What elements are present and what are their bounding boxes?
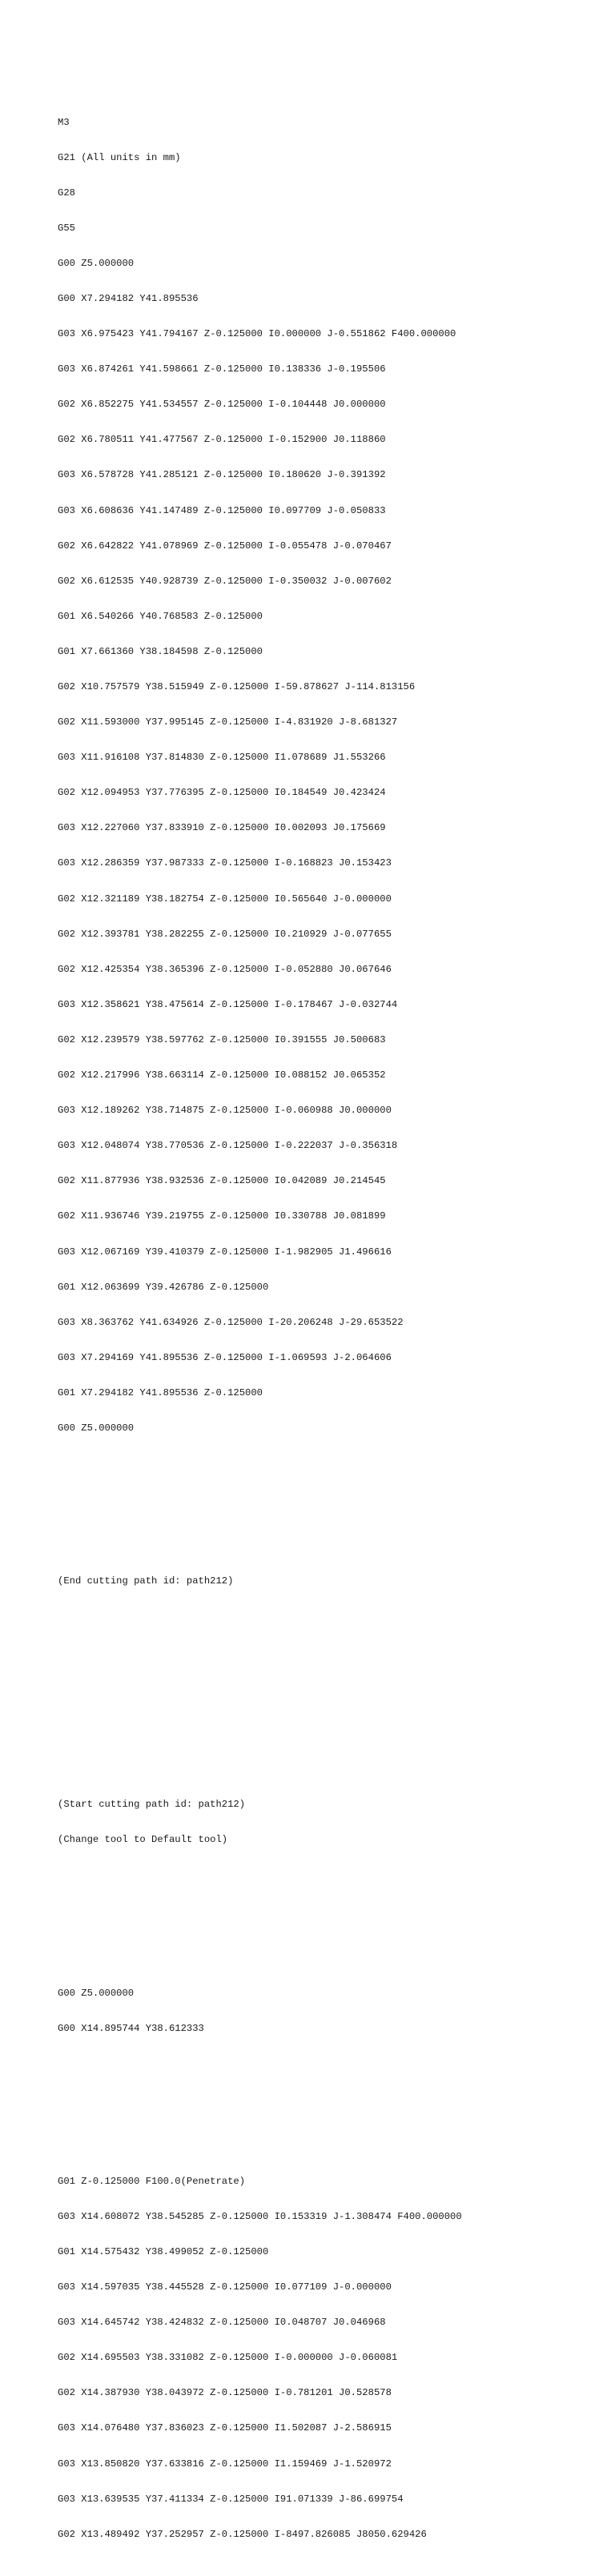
gcode-line: G02 X11.593000 Y37.995145 Z-0.125000 I-4.831920 J-8.681327 xyxy=(58,716,398,728)
gcode-line: G03 X12.286359 Y37.987333 Z-0.125000 I-0.168823 J0.153423 xyxy=(58,857,392,869)
blank-line xyxy=(58,1646,602,1658)
gcode-line: G00 X7.294182 Y41.895536 xyxy=(58,292,199,304)
gcode-line: G55 xyxy=(58,222,75,234)
gcode-line: G01 X7.661360 Y38.184598 Z-0.125000 xyxy=(58,645,263,657)
gcode-line: G00 X14.895744 Y38.612333 xyxy=(58,2022,204,2034)
gcode-line: G02 X13.489492 Y37.252957 Z-0.125000 I-8497.826085 J8050.629426 xyxy=(58,2528,427,2540)
gcode-line: G02 X14.387930 Y38.043972 Z-0.125000 I-0.781201 J0.528578 xyxy=(58,2387,392,2399)
gcode-line: G01 Z-0.125000 F100.0(Penetrate) xyxy=(58,2175,246,2187)
gcode-line: G03 X6.578728 Y41.285121 Z-0.125000 I0.180620 J-0.391392 xyxy=(58,469,386,481)
gcode-line: G02 X11.936746 Y39.219755 Z-0.125000 I0.330788 J0.081899 xyxy=(58,1210,386,1222)
gcode-line: G03 X7.294169 Y41.895536 Z-0.125000 I-1.069593 J-2.064606 xyxy=(58,1351,392,1363)
gcode-line: G03 X12.189262 Y38.714875 Z-0.125000 I-0.060988 J0.000000 xyxy=(58,1105,392,1117)
blank-line xyxy=(58,2093,602,2105)
gcode-line: G02 X6.780511 Y41.477567 Z-0.125000 I-0.152900 J0.118860 xyxy=(58,434,386,446)
gcode-line: G03 X6.874261 Y41.598661 Z-0.125000 I0.138336 J-0.195506 xyxy=(58,363,386,375)
blank-line xyxy=(58,1716,602,1728)
gcode-line: G02 X12.393781 Y38.282255 Z-0.125000 I0.210929 J-0.077655 xyxy=(58,928,392,940)
gcode-line: G01 X6.540266 Y40.768583 Z-0.125000 xyxy=(58,610,263,622)
gcode-line: G00 Z5.000000 xyxy=(58,1987,135,1999)
gcode-line: G02 X12.217996 Y38.663114 Z-0.125000 I0.088152 J0.065352 xyxy=(58,1069,386,1081)
gcode-line: G03 X13.850820 Y37.633816 Z-0.125000 I1.159469 J-1.520972 xyxy=(58,2458,392,2470)
gcode-comment-line: (Start cutting path id: path212) xyxy=(58,1799,246,1811)
gcode-line: G01 X7.294182 Y41.895536 Z-0.125000 xyxy=(58,1386,263,1398)
gcode-line: G00 Z5.000000 xyxy=(58,257,135,269)
gcode-line: G03 X12.048074 Y38.770536 Z-0.125000 I-0.222037 J-0.356318 xyxy=(58,1140,398,1152)
gcode-block-cutting-path xyxy=(58,2152,602,2563)
gcode-line: G03 X8.363762 Y41.634926 Z-0.125000 I-20.206248 J-29.653522 xyxy=(58,1316,404,1328)
blank-line xyxy=(58,1493,602,1505)
gcode-line: G03 X14.645742 Y38.424832 Z-0.125000 I0.048707 J0.046968 xyxy=(58,2317,386,2329)
gcode-line: G02 X12.321189 Y38.182754 Z-0.125000 I0.565640 J-0.000000 xyxy=(58,893,392,905)
gcode-line: M3 xyxy=(58,116,70,128)
blank-line xyxy=(58,1905,602,1917)
gcode-line: G02 X12.239579 Y38.597762 Z-0.125000 I0.391555 J0.500683 xyxy=(58,1033,386,1045)
gcode-line: G02 X6.852275 Y41.534557 Z-0.125000 I-0.104448 J0.000000 xyxy=(58,399,386,411)
gcode-line: G01 X14.575432 Y38.499052 Z-0.125000 xyxy=(58,2245,269,2257)
gcode-line: G02 X6.642822 Y41.078969 Z-0.125000 I-0.055478 J-0.070467 xyxy=(58,540,392,552)
gcode-line: G03 X11.916108 Y37.814830 Z-0.125000 I1.078689 J1.553266 xyxy=(58,752,386,764)
gcode-line: G03 X12.227060 Y37.833910 Z-0.125000 I0.002093 J0.175669 xyxy=(58,822,386,834)
gcode-line: G02 X10.757579 Y38.515949 Z-0.125000 I-59.878627 J-114.813156 xyxy=(58,681,416,693)
gcode-line: G03 X6.975423 Y41.794167 Z-0.125000 I0.000000 J-0.551862 F400.000000 xyxy=(58,328,456,340)
gcode-line: G02 X6.612535 Y40.928739 Z-0.125000 I-0.350032 J-0.007602 xyxy=(58,575,392,587)
gcode-comment-line: (Change tool to Default tool) xyxy=(58,1834,228,1846)
gcode-line: G02 X12.094953 Y37.776395 Z-0.125000 I0.184549 J0.423424 xyxy=(58,787,386,799)
gcode-line: G03 X12.067169 Y39.410379 Z-0.125000 I-1.982905 J1.496616 xyxy=(58,1246,392,1258)
gcode-line: G01 X12.063699 Y39.426786 Z-0.125000 xyxy=(58,1281,269,1293)
gcode-block-end-comment xyxy=(58,1552,602,1611)
gcode-line: G02 X12.425354 Y38.365396 Z-0.125000 I-0.052880 J0.067646 xyxy=(58,963,392,975)
gcode-line: G03 X6.608636 Y41.147489 Z-0.125000 I0.097709 J-0.050833 xyxy=(58,504,386,516)
gcode-comment-line: (End cutting path id: path212) xyxy=(58,1575,234,1587)
blank-line xyxy=(58,1681,602,1693)
gcode-block-rapid-moves xyxy=(58,1964,602,2058)
gcode-line: G03 X12.358621 Y38.475614 Z-0.125000 I-0.178467 J-0.032744 xyxy=(58,998,398,1010)
gcode-line: G03 X14.076480 Y37.836023 Z-0.125000 I1.502087 J-2.586915 xyxy=(58,2422,392,2434)
gcode-line: G03 X14.597035 Y38.445528 Z-0.125000 I0.077109 J-0.000000 xyxy=(58,2281,392,2293)
gcode-line: G02 X11.877936 Y38.932536 Z-0.125000 I0.042089 J0.214545 xyxy=(58,1175,386,1187)
gcode-line: G00 Z5.000000 xyxy=(58,1422,135,1434)
gcode-line: G21 (All units in mm) xyxy=(58,151,181,163)
gcode-line: G28 xyxy=(58,187,75,199)
gcode-line: G03 X13.639535 Y37.411334 Z-0.125000 I91.071339 J-86.699754 xyxy=(58,2493,404,2505)
gcode-line: G02 X14.695503 Y38.331082 Z-0.125000 I-0.000000 J-0.060081 xyxy=(58,2352,398,2364)
gcode-block-start-comment xyxy=(58,1776,602,1870)
gcode-block-header xyxy=(58,93,602,1458)
gcode-line: G03 X14.608072 Y38.545285 Z-0.125000 I0.153319 J-1.308474 F400.000000 xyxy=(58,2210,462,2222)
gcode-document xyxy=(58,58,602,2576)
